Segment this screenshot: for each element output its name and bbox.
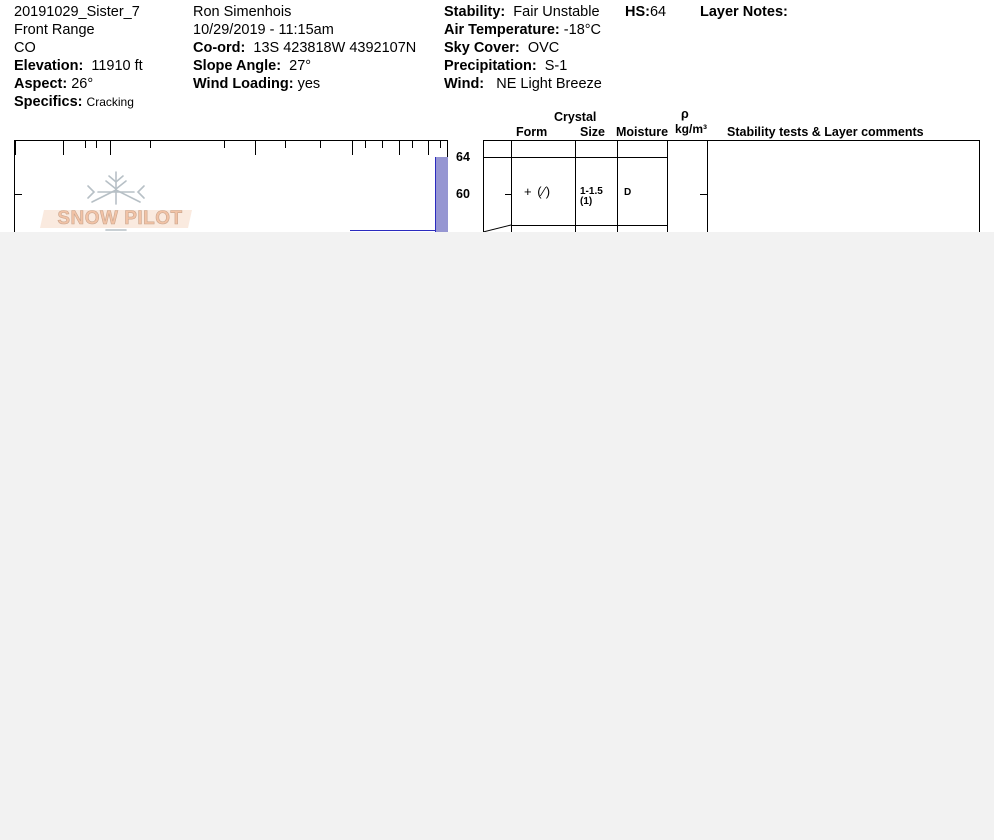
stability-value: Fair Unstable — [513, 4, 600, 20]
logo-text: SNOW PILOT — [57, 208, 183, 229]
elevation-field — [14, 57, 143, 75]
air-temp-value: -18°C — [563, 22, 602, 38]
observer-name: Ron Simenhois — [193, 4, 292, 20]
state-name: CO — [14, 40, 36, 56]
hardness-tick — [365, 141, 366, 148]
hardness-tick — [224, 141, 225, 148]
crystal-header: Crystal — [554, 110, 597, 124]
snowpit-sheet — [0, 0, 994, 232]
slope-field — [193, 57, 311, 75]
row-size — [580, 187, 603, 207]
range-name: Front Range — [14, 22, 95, 38]
observation-datetime: 10/29/2019 - 11:15am — [193, 22, 334, 38]
hardness-layer-edge — [350, 230, 436, 231]
depth-tick — [15, 194, 22, 195]
hardness-tick — [15, 141, 16, 155]
wind-loading-field — [193, 75, 320, 93]
wind-label: Wind: — [444, 76, 485, 92]
depth-label-60: 60 — [456, 187, 470, 201]
snowpilot-logo — [36, 168, 196, 232]
stability-label: Stability: — [444, 4, 506, 20]
slope-label: Slope Angle: — [193, 58, 282, 74]
table-divider — [511, 140, 512, 232]
hardness-tick — [150, 141, 151, 148]
wind-field — [444, 75, 602, 93]
elevation-value: 11910 ft — [91, 58, 143, 74]
table-rule — [511, 225, 667, 226]
hs-label: HS: — [625, 4, 650, 20]
specifics-field — [14, 93, 134, 111]
specifics-label: Specifics: — [14, 94, 83, 110]
precip-field — [444, 57, 567, 75]
hardness-tick — [96, 141, 97, 148]
hardness-tick — [110, 141, 111, 155]
table-divider — [617, 140, 618, 232]
sky-label: Sky Cover: — [444, 40, 520, 56]
hardness-tick — [320, 141, 321, 148]
hardness-tick — [63, 141, 64, 155]
coord-field — [193, 39, 416, 57]
hardness-tick — [399, 141, 400, 155]
aspect-value: 26° — [71, 76, 94, 92]
sky-value: OVC — [527, 40, 560, 56]
wind-value: NE Light Breeze — [496, 76, 602, 92]
form-header: Form — [516, 125, 548, 139]
size-header: Size — [580, 125, 606, 139]
row-size-avg: (1) — [580, 196, 593, 207]
air-temp-label: Air Temperature: — [444, 22, 560, 38]
table-divider — [707, 140, 708, 232]
air-temp-field — [444, 21, 601, 39]
moisture-header: Moisture — [616, 125, 669, 139]
table-divider — [575, 140, 576, 232]
precip-value: S-1 — [544, 58, 568, 74]
hardness-tick — [412, 141, 413, 148]
coord-value: 13S 423818W 4392107N — [253, 40, 417, 56]
coord-label: Co-ord: — [193, 40, 246, 56]
precip-label: Precipitation: — [444, 58, 537, 74]
row-moisture: D — [624, 187, 632, 198]
aspect-label: Aspect: — [14, 76, 68, 92]
site-name: 20191029_Sister_7 — [14, 4, 140, 20]
table-tick — [700, 194, 707, 195]
row-size-range: 1-1.5 — [580, 186, 603, 197]
table-rule — [483, 157, 511, 158]
depth-label-64: 64 — [456, 150, 470, 164]
hardness-tick — [382, 141, 383, 148]
hardness-tick — [255, 141, 256, 155]
comments-header: Stability tests & Layer comments — [727, 125, 924, 139]
stability-field — [444, 3, 600, 21]
table-rule — [511, 157, 667, 158]
density-header: kg/m³ — [675, 122, 708, 136]
elevation-label: Elevation: — [14, 58, 84, 74]
hardness-tick — [440, 141, 441, 148]
layer-connector — [483, 224, 513, 232]
hs-value: 64 — [649, 4, 667, 20]
wind-loading-label: Wind Loading: — [193, 76, 294, 92]
hardness-tick — [352, 141, 353, 155]
hardness-tick — [428, 141, 429, 155]
table-divider — [667, 140, 668, 232]
slope-value: 27° — [289, 58, 312, 74]
sky-field — [444, 39, 559, 57]
table-tick — [505, 194, 511, 195]
rho-header: ρ — [681, 107, 689, 121]
aspect-field — [14, 75, 93, 93]
hardness-tick — [85, 141, 86, 148]
row-form: + (⁄) — [524, 184, 552, 199]
layer-table — [483, 140, 980, 232]
specifics-value: Cracking — [86, 95, 134, 109]
layer-notes — [700, 3, 788, 21]
hs-field — [625, 3, 666, 21]
wind-loading-value: yes — [297, 76, 321, 92]
hardness-layer-bar — [435, 157, 448, 232]
hardness-tick — [285, 141, 286, 148]
layer-notes-label: Layer Notes: — [700, 4, 788, 20]
